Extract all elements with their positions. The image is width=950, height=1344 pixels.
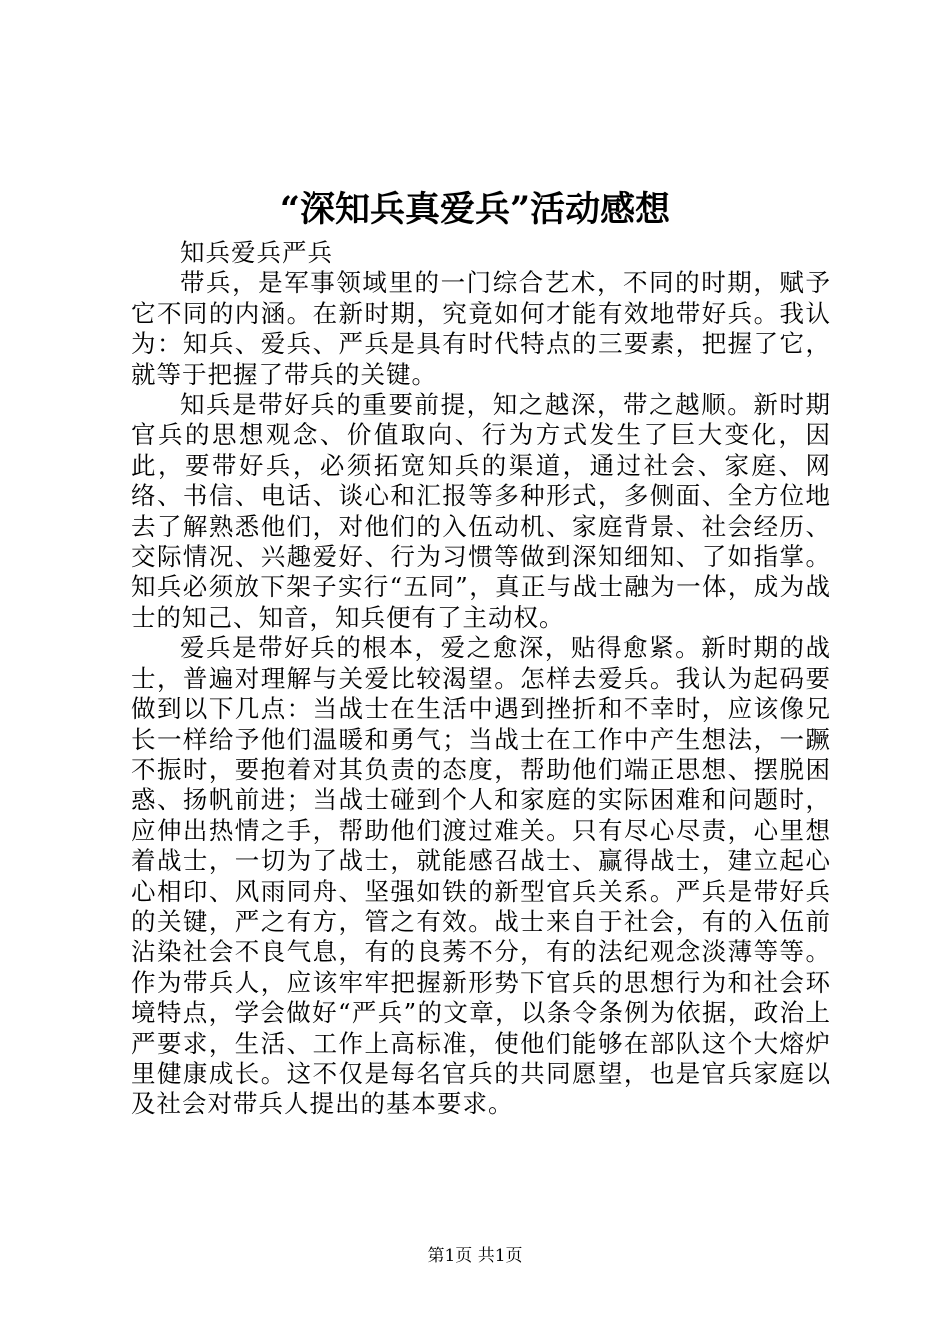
page-footer: 第1页 共1页 xyxy=(427,1246,523,1266)
document-body xyxy=(131,238,831,1120)
body-paragraph: 爱兵是带好兵的根本，爱之愈深，贴得愈紧。新时期的战士，普遍对理解与关爱比较渴望。怎样去爱兵。我认为起码要做到以下几点：当战士在生活中遇到挫折和不幸时，应该像兄长一样给予他们温暖和勇气；当战士在工作中产生想法，一蹶不振时，要抱着对其负责的态度，帮助他们端正思想、摆脱困惑、扬帆前进；当战士碰到个人和家庭的实际困难和问题时，应伸出热情之手，帮助他们渡过难关。只有尽心尽责，心里想着战士，一切为了战士，就能感召战士、赢得战士，建立起心心相印、风雨同舟、坚强如铁的新型官兵关系。严兵是带好兵的关键，严之有方，管之有效。战士来自于社会，有的入伍前沾染社会不良气息，有的良莠不分，有的法纪观念淡薄等等。作为带兵人，应该牢牢把握新形势下官兵的思想行为和社会环境特点，学会做好“严兵”的文章，以条令条例为依据，政治上严要求，生活、工作上高标准，使他们能够在部队这个大熔炉里健康成长。这不仅是每名官兵的共同愿望，也是官兵家庭以及社会对带兵人提出的基本要求。 xyxy=(131,633,831,1119)
body-paragraph: 带兵，是军事领域里的一门综合艺术，不同的时期，赋予它不同的内涵。在新时期，究竟如何才能有效地带好兵。我认为：知兵、爱兵、严兵是具有时代特点的三要素，把握了它，就等于把握了带兵的关键。 xyxy=(131,268,831,389)
subtitle-paragraph: 知兵爱兵严兵 xyxy=(180,238,333,267)
document-title: “深知兵真爱兵”活动感想 xyxy=(279,189,671,230)
body-paragraph: 知兵是带好兵的重要前提，知之越深，带之越顺。新时期官兵的思想观念、价值取向、行为方式发生了巨大变化，因此，要带好兵，必须拓宽知兵的渠道，通过社会、家庭、网络、书信、电话、谈心和汇报等多种形式，多侧面、全方位地去了解熟悉他们，对他们的入伍动机、家庭背景、社会经历、交际情况、兴趣爱好、行为习惯等做到深知细知、了如指掌。知兵必须放下架子实行“五同”，真正与战士融为一体，成为战士的知己、知音，知兵便有了主动权。 xyxy=(131,390,831,632)
